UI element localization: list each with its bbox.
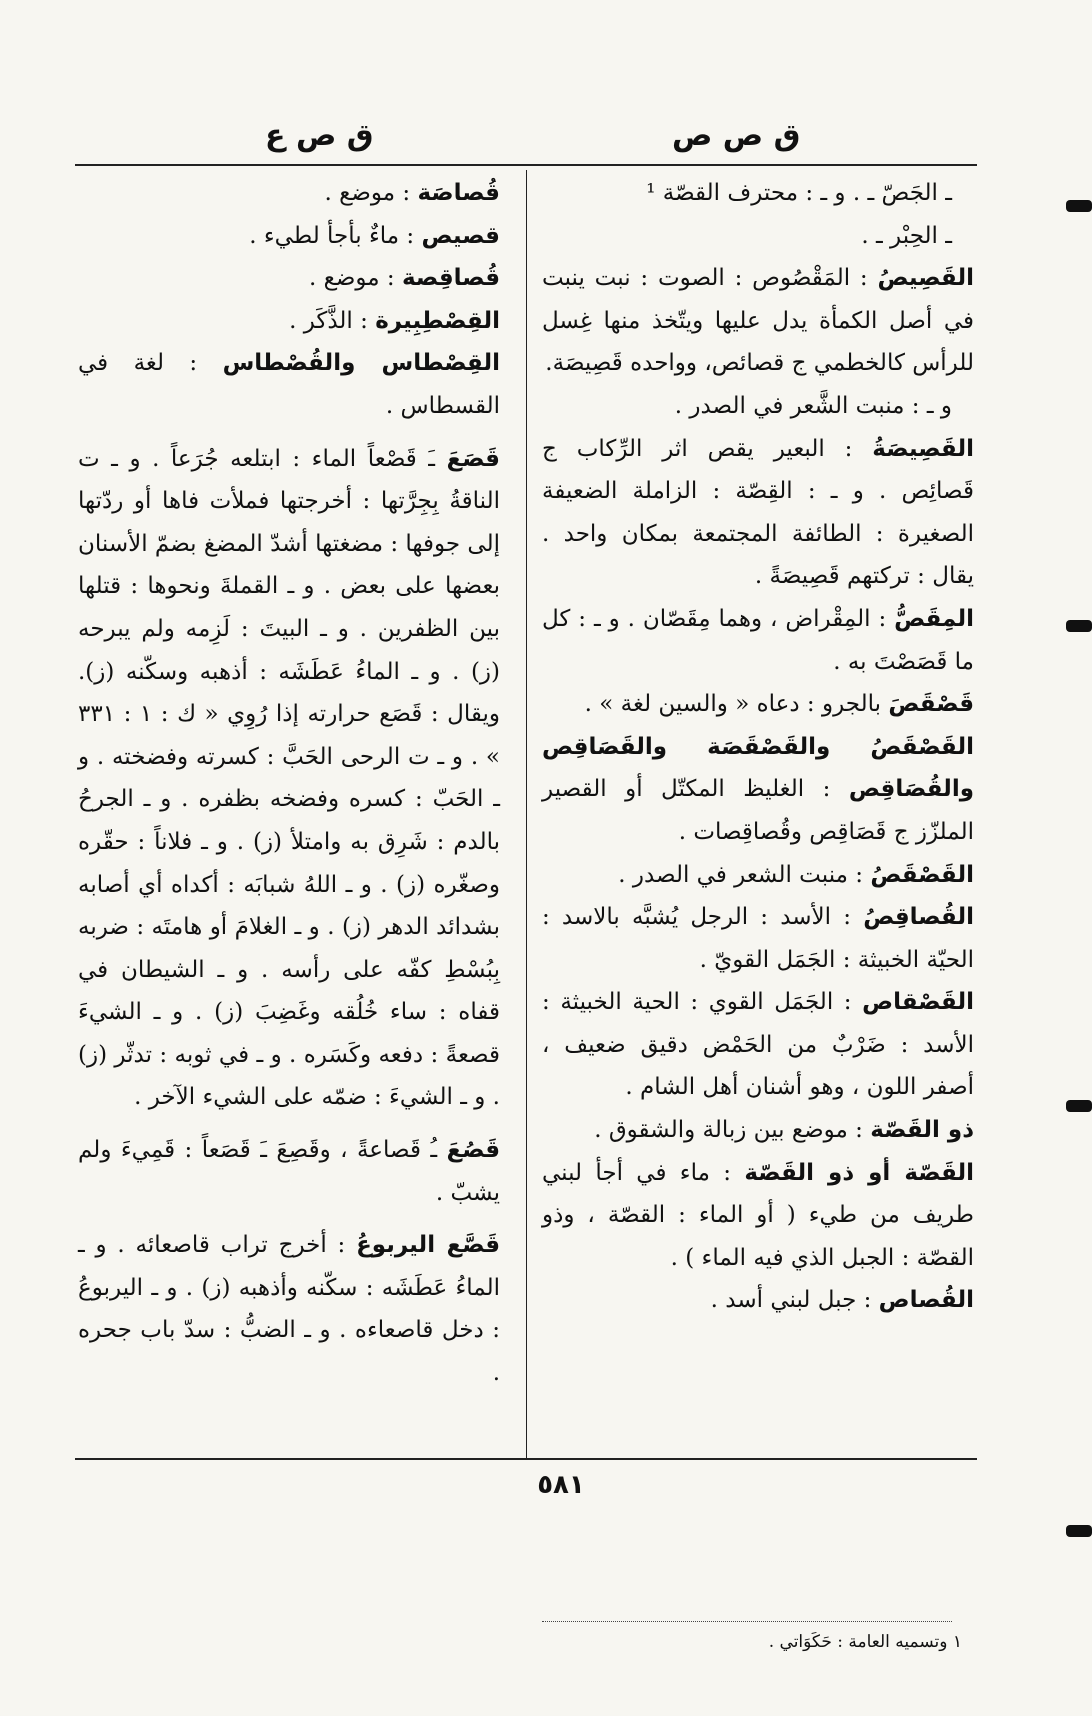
headword: ذو القَصّة <box>870 1117 974 1144</box>
scan-edge-mark <box>1066 620 1092 632</box>
headword: قَصُعَ <box>446 1137 501 1164</box>
right-column <box>542 172 974 1322</box>
entry: القُصاقِصُ : الأسد : الرجل يُشبَّه بالاسد : الحيّة الخبيثة : الجَمَل القويّ . <box>542 904 974 973</box>
entry: القُصاص : جبل لبني أسد . <box>710 1287 974 1314</box>
headword: القِصْطِبِيرة <box>375 307 500 334</box>
column-divider <box>526 170 527 1460</box>
running-head-left: ق ص ع <box>265 118 374 153</box>
left-column <box>78 172 500 1395</box>
footer-rule <box>75 1458 977 1460</box>
headword: قصيص <box>421 222 500 249</box>
scan-edge-mark <box>1066 200 1092 212</box>
headword: القَصّة أو ذو القَصّة <box>744 1159 975 1186</box>
headword: قَصَعَ <box>446 445 500 472</box>
entry: القِصْطاس والقُصْطاس : لغة في القسطاس . <box>78 350 500 419</box>
running-head-right: ق ص ص <box>672 118 801 153</box>
headword: قُصاقِصة <box>401 265 500 292</box>
entry: القَصْقاص : الجَمَل القوي : الحية الخبيثة : الأسد : ضَرْبٌ من الحَمْض دقيق ضعيف ، أصفر اللون ، وهو أشنان أهل الشام . <box>542 989 975 1101</box>
headword: قُصاصَة <box>417 180 500 206</box>
entry: قَصْقَصَ بالجرو : دعاه « والسين لغة » . <box>584 691 974 718</box>
entry: قَصَعَ ـَ قَصْعاً الماء : ابتلعه جُرَعاً . و ـ ت الناقةُ بِجِرَّتها : أخرجتها فملأت فاها أو ردّتها إلى جوفها : مضغتها أشدّ المضغ بضمّ الأسنان بعضها على بعض . و ـ القملةَ ونحوها : قتلها بين الظفرين . و ـ البيتَ : لَزِمه ولم يبرحه (ز) . و ـ الماءُ عَطَشَه : أذهبه وسكّنه (ز). ويقال : قَصَع حرارته إذا رُوِي « ك : ١ : ٣٣١ » . و ـ ت الرحى الحَبَّ : كسرته وفضخته . و ـ الحَبّ : كسره وفضخه بظفره . و ـ الجرحُ بالدم : شَرِق به وامتلأ (ز) . و ـ فلاناً : حقّره وصغّره (ز) . و ـ اللهُ شبابَه : أكداه أي أصابه بشدائد الدهر (ز) . و ـ الغلامَ أو هامتَه : ضربه بِبُسْطِ كفّه على رأسه . و ـ الشيطان في قفاه : ساء خُلُقه وغَضِبَ (ز) . و ـ الشيءَ قصعةً : دفعه وكَسَره . و ـ في ثوبه : تدثّر (ز) . و ـ الشيءَ : ضمّه على الشيء الآخر . <box>78 445 501 1111</box>
entry: قُصاصَة : موضع . <box>324 180 500 206</box>
entry: و ـ : منبت الشَّعر في الصدر . <box>674 392 952 419</box>
headword: قَصْقَصَ <box>888 691 974 718</box>
entry: المِقَصُّ : المِقْراض ، وهما مِقَصّان . و ـ : كل ما قَصَصْتَ به . <box>542 605 974 675</box>
footnote: ١ وتسميه العامة : حَكَوَاتي . <box>768 1632 962 1652</box>
scan-edge-mark <box>1066 1100 1092 1112</box>
entry: قَصَّع اليربوعُ : أخرج تراب قاصعائه . و ـ الماءُ عَطَشَه : سكّنه وأذهبه (ز) . و ـ اليربوعُ : دخل قاصعاءه . و ـ الضبُّ : سدّ باب جحره . <box>78 1232 500 1387</box>
entry: القِصْطِبِيرة : الذَّكَر . <box>289 307 500 334</box>
headword: قَصَّع اليربوعُ <box>356 1232 500 1259</box>
entry: القَصْقَصُ والقَصْقَصَة والقَصَاقِص والقُصَاقِص : الغليظ المكتّل أو القصير الملزّز ج قَصَاقِص وقُصاقِصات . <box>542 733 974 845</box>
entry: قَصُعَ ـُ قَصاعةً ، وقَصِعَ ـَ قَصَعاً : قَمِيءَ ولم يشبّ . <box>78 1137 501 1206</box>
headword: القَصْقاص <box>862 989 975 1016</box>
entry-continuation: ـ الجَصّ ـ . و ـ : محترف القصّة ¹ <box>646 180 952 206</box>
entry: قُصاقِصة : موضع . <box>309 265 500 292</box>
headword: القَصْقَصُ <box>870 861 974 888</box>
headword: المِقَصُّ <box>894 605 974 632</box>
entry: القَصّة أو ذو القَصّة : ماء في أجأ لبني طريف من طيء ( أو الماء : القصّة ، وذو القصّة : الجبل الذي فيه الماء ) . <box>542 1159 975 1271</box>
page-number: ٥٨١ <box>537 1470 585 1500</box>
entry: ذو القَصّة : موضع بين زبالة والشقوق . <box>594 1117 974 1144</box>
scan-edge-mark <box>1066 1525 1092 1537</box>
headword: القُصاقِصُ <box>863 904 974 931</box>
headword: القَصِيصَةُ <box>872 435 975 462</box>
footnote-rule <box>542 1621 952 1622</box>
entry-continuation: ـ الحِبْر ـ . <box>861 222 952 249</box>
entry: القَصِيصُ : المَقْصُوص : الصوت : نبت ينبت في أصل الكمأة يدل عليها ويتّخذ منها غِسل للرأس كالخطمي ج قصائص، وواحده قَصِيصَة. <box>542 265 975 377</box>
headword: القَصْقَصُ والقَصْقَصَة والقَصَاقِص والقُصَاقِص <box>542 733 974 803</box>
headword: القَصِيصُ <box>877 265 975 292</box>
headword: القُصاص <box>878 1287 974 1314</box>
entry: القَصِيصَةُ : البعير يقص اثر الرِّكاب ج قَصائِص . و ـ : القِصّة : الزاملة الضعيفة الصغيرة : الطائفة المجتمعة بمكان واحد . يقال : تركتهم قَصِيصَةً . <box>542 435 975 590</box>
entry: القَصْقَصُ : منبت الشعر في الصدر . <box>618 861 974 888</box>
header-rule <box>75 164 977 166</box>
headword: القِصْطاس والقُصْطاس <box>222 350 500 377</box>
entry: قصيص : ماءٌ بأجأ لطيء . <box>249 222 500 249</box>
